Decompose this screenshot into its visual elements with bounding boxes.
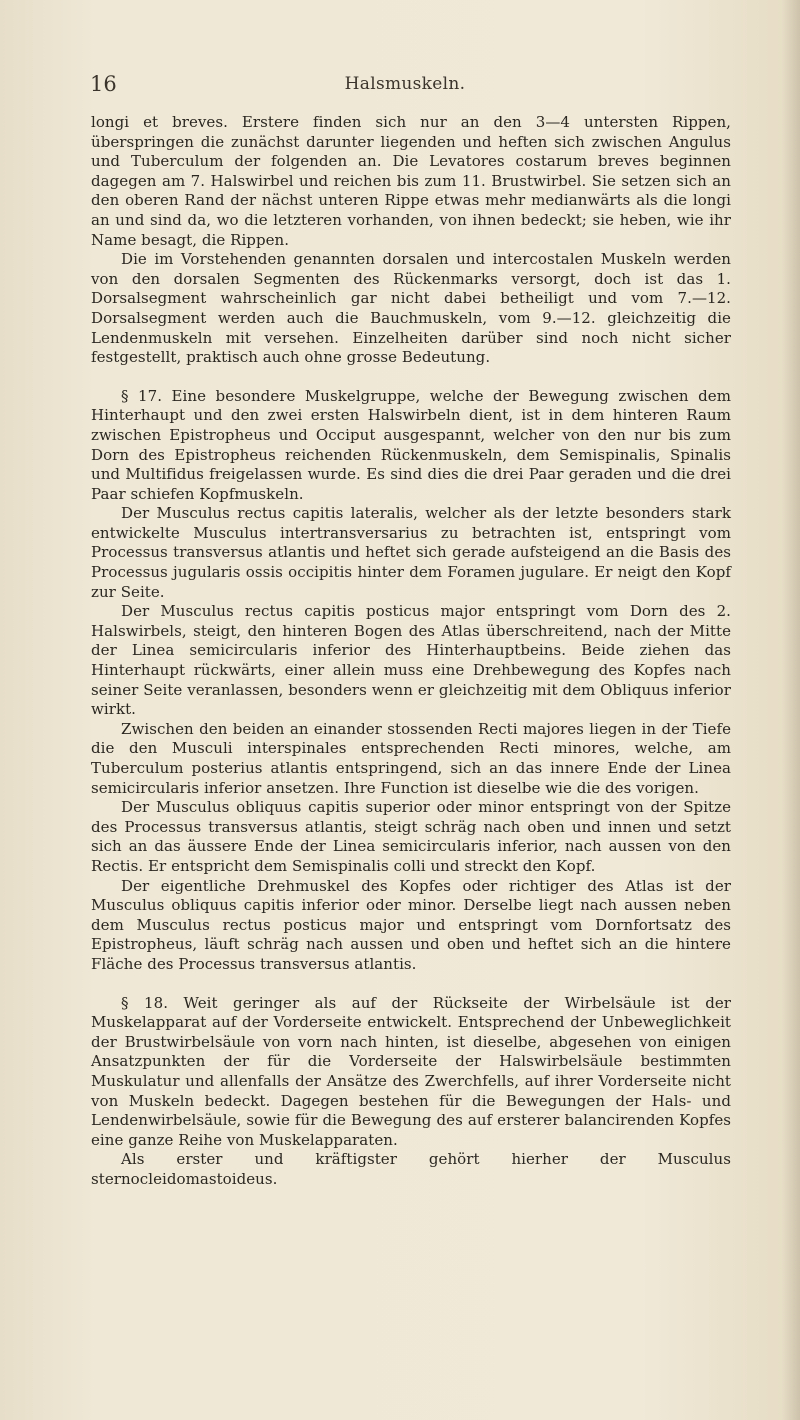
paragraph-recti-minores: Zwischen den beiden an einander stossenden Recti majores liegen in der Tiefe die den Musculi interspinales entsprechenden Recti minores, welche, am Tuberculum posterius atlantis entspringend, sich an das innere Ende der Linea semicircularis inferior ansetzen. Ihre Function ist dieselbe wie die des vorigen. <box>91 719 731 797</box>
paragraph-obliquus-inferior: Der eigentliche Drehmuskel des Kopfes oder richtiger des Atlas ist der Musculus obliquus capitis inferior oder minor. Derselbe liegt nach aussen neben dem Musculus rectus posticus major und entspringt vom Dornfortsatz des Epistropheus, läuft schräg nach aussen und oben und heftet sich an die hintere Fläche des Processus transversus atlantis. <box>91 876 731 973</box>
paragraph-rectus-lateralis: Der Musculus rectus capitis lateralis, welcher als der letzte besonders stark entwickelte Musculus intertransversarius zu betrachten ist, entspringt vom Processus transversus atlantis und heftet sich gerade aufsteigend an die Basis des Processus jugularis ossis occipitis hinter dem Foramen jugulare. Er neigt den Kopf zur Seite. <box>91 504 731 601</box>
paragraph-levatores-continued: longi et breves. Erstere finden sich nur an den 3—4 untersten Rippen, überspringen die zunächst darunter liegenden und heften sich zwischen Angulus und Tuberculum der folgenden an. Die Levatores costarum breves beginnen dagegen am 7. Halswirbel und reichen bis zum 11. Brustwirbel. Sie setzen sich an den oberen Rand der nächst unteren Rippe etwas mehr medianwärts als die longi an und sind da, wo die letzteren vorhanden, von ihnen bedeckt; sie heben, wie ihr Name besagt, die Rippen. <box>91 113 731 249</box>
page-header <box>90 72 720 102</box>
paragraph-obliquus-superior: Der Musculus obliquus capitis superior oder minor entspringt von der Spitze des Processus transversus atlantis, steigt schräg nach oben und innen und setzt sich an das äussere Ende der Linea semicircularis inferior, nach aussen von den Rectis. Er entspricht dem Semispinalis colli und streckt den Kopf. <box>91 798 731 875</box>
paragraph-segment-innervation: Die im Vorstehenden genannten dorsalen und intercostalen Muskeln werden von den dorsalen Segmenten des Rückenmarks versorgt, doch ist das 1. Dorsalsegment wahrscheinlich gar nicht dabei betheiligt und vom 7.—12. Dorsalsegment werden auch die Bauchmuskeln, vom 9.—12. gleichzeitig die Lendenmuskeln mit versehen. Einzelheiten darüber sind noch nicht sicher festgestellt, praktisch auch ohne grosse Bedeutung. <box>91 250 731 367</box>
paragraph-section-18: § 18. Weit geringer als auf der Rückseite der Wirbelsäule ist der Muskelapparat auf der Vorderseite entwickelt. Entsprechend der Unbeweglichkeit der Brustwirbelsäule von vorn nach hinten, ist dieselbe, abgesehen von einigen Ansatzpunkten der für die Vorderseite der Halswirbelsäule bestimmten Muskulatur und allenfalls der Ansätze des Zwerchfells, auf ihrer Vorderseite nicht von Muskeln bedeckt. Dagegen bestehen für die Bewegungen der Hals- und Lendenwirbelsäule, sowie für die Bewegung des auf ersterer balancirenden Kopfes eine ganze Reihe von Muskelapparaten. <box>91 993 731 1149</box>
page-edge-shadow <box>782 0 800 1420</box>
paragraph-section-17: § 17. Eine besondere Muskelgruppe, welche der Bewegung zwischen dem Hinterhaupt und den zwei ersten Halswirbeln dient, ist in dem hinteren Raum zwischen Epistropheus und Occiput ausgespannt, welcher von den nur bis zum Dorn des Epistropheus reichenden Rückenmuskeln, dem Semispinalis, Spinalis und Multifidus freigelassen wurde. Es sind dies die drei Paar geraden und die drei Paar schiefen Kopfmuskeln. <box>91 386 731 503</box>
page-number: 16 <box>90 72 117 96</box>
body-text <box>91 113 731 1189</box>
paragraph-sternocleidomastoideus: Als erster und kräftigster gehört hierher der Musculus sternocleidomastoideus. <box>91 1150 731 1188</box>
paragraph-rectus-posticus-major: Der Musculus rectus capitis posticus major entspringt vom Dorn des 2. Halswirbels, steigt, den hinteren Bogen des Atlas überschreitend, nach der Mitte der Linea semicircularis inferior des Hinterhauptbeins. Beide ziehen das Hinterhaupt rückwärts, einer allein muss eine Drehbewegung des Kopfes nach seiner Seite veranlassen, besonders wenn er gleichzeitig mit dem Obliquus inferior wirkt. <box>91 602 731 719</box>
running-title: Halsmuskeln. <box>344 74 466 94</box>
